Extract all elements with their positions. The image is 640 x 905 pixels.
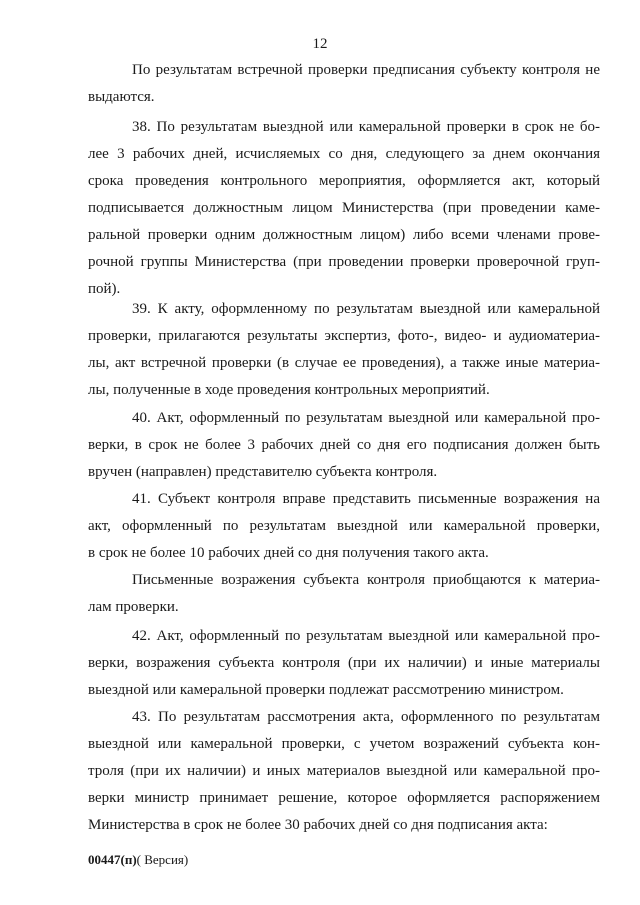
text-line: рочной группы Министерства (при проведении проверки проверочной груп- [88, 254, 600, 270]
text-line: лее 3 рабочих дней, исчисляемых со дня, следующего за днем окончания [88, 146, 600, 162]
text-line: выездной или камеральной проверки, с учетом возражений субъекта кон- [88, 736, 600, 752]
text-line: вручен (направлен) представителю субъекта контроля. [88, 464, 438, 480]
text-line: лы, акт встречной проверки (в случае ее проведения), а также иные материа- [88, 355, 600, 371]
page-number: 12 [312, 36, 328, 52]
text-line: верки, в срок не более 3 рабочих дней со дня его подписания должен быть [88, 437, 600, 453]
text-line: 41. Субъект контроля вправе представить письменные возражения на [132, 491, 600, 507]
text-line: Письменные возражения субъекта контроля приобщаются к материа- [132, 572, 600, 588]
text-line: проверки, прилагаются результаты экспертиз, фото-, видео- и аудиоматериа- [88, 328, 600, 344]
text-line: ральной проверки одним должностным лицом) либо всеми членами прове- [88, 227, 600, 243]
text-line: 38. По результатам выездной или камеральной проверки в срок не бо- [132, 119, 600, 135]
text-line: выдаются. [88, 89, 155, 105]
text-line: Министерства в срок не более 30 рабочих дней со дня подписания акта: [88, 817, 548, 833]
text-line: срока проведения контрольного мероприятия, оформляется акт, который [88, 173, 600, 189]
text-line: верки, возражения субъекта контроля (при их наличии) и иные материалы [88, 655, 600, 671]
text-line: пой). [88, 281, 121, 297]
text-line: лам проверки. [88, 599, 179, 615]
text-line: акт, оформленный по результатам выездной или камеральной проверки, [88, 518, 600, 534]
text-line: По результатам встречной проверки предписания субъекту контроля не [132, 62, 600, 78]
text-line: 39. К акту, оформленному по результатам выездной или камеральной [132, 301, 600, 317]
text-line: троля (при их наличии) и иных материалов выездной или камеральной про- [88, 763, 600, 779]
text-line: 42. Акт, оформленный по результатам выездной или камеральной про- [132, 628, 600, 644]
text-line: подписывается должностным лицом Министерства (при проведении каме- [88, 200, 600, 216]
text-line: 43. По результатам рассмотрения акта, оформленного по результатам [132, 709, 600, 725]
text-line: верки министр принимает решение, которое оформляется распоряжением [88, 790, 600, 806]
document-code: 00447(п) [88, 852, 137, 867]
text-line: выездной или камеральной проверки подлежат рассмотрению министром. [88, 682, 564, 698]
text-line: 40. Акт, оформленный по результатам выездной или камеральной про- [132, 410, 600, 426]
text-line: лы, полученные в ходе проведения контрольных мероприятий. [88, 382, 490, 398]
text-line: в срок не более 10 рабочих дней со дня получения такого акта. [88, 545, 489, 561]
footer [88, 852, 188, 868]
version-label: ( Версия) [136, 852, 189, 867]
